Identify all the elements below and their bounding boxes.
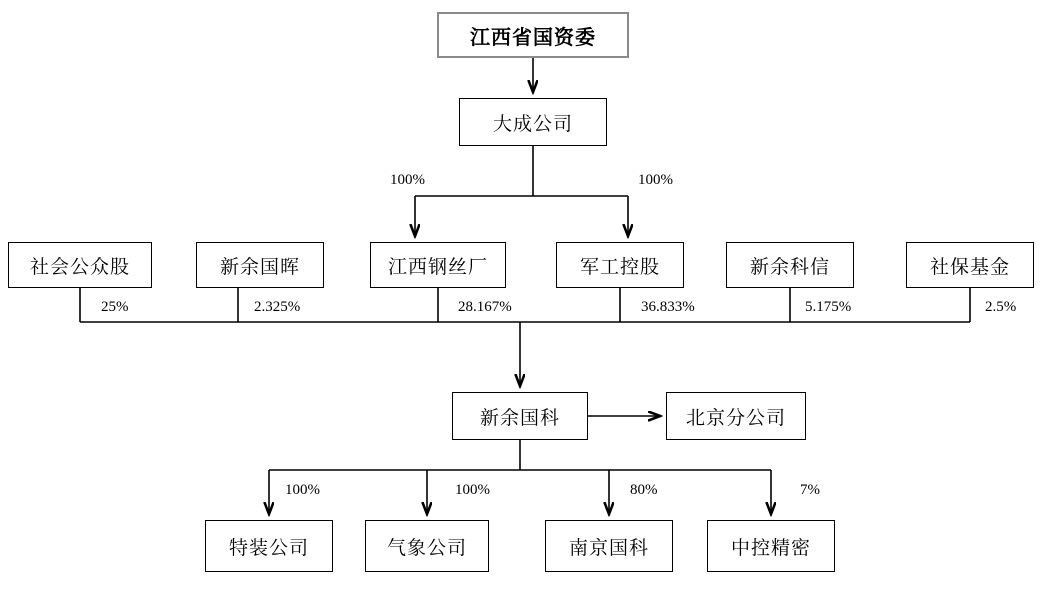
- edge-label-fund-pct: 2.5%: [985, 299, 1017, 315]
- edge-label-tezhuang-pct: 100%: [285, 482, 320, 498]
- edge-label-guohui-pct: 2.325%: [254, 299, 301, 315]
- node-xinyu-kexin[interactable]: [726, 242, 854, 288]
- node-label: 社会公众股: [29, 256, 130, 278]
- node-meteorology-company[interactable]: [365, 520, 489, 572]
- node-label: 新余国晖: [219, 256, 300, 278]
- node-public-shares[interactable]: [8, 242, 152, 288]
- node-label: 新余科信: [749, 256, 830, 278]
- edge-label-public-shares-pct: 25%: [101, 299, 129, 315]
- edge-label-steelwire-pct: 28.167%: [458, 299, 512, 315]
- edge-label-zhongkong-pct: 7%: [800, 482, 820, 498]
- node-label: 军工控股: [579, 256, 660, 278]
- node-jiangxi-sasac[interactable]: [437, 12, 629, 58]
- node-label: 特装公司: [228, 537, 309, 559]
- node-tezhuang-company[interactable]: [205, 520, 333, 572]
- node-zhongkong-precision[interactable]: [707, 520, 835, 572]
- edge-label-kexin-pct: 5.175%: [805, 299, 852, 315]
- node-social-security-fund[interactable]: [906, 242, 1034, 288]
- edge-label-military-pct: 36.833%: [641, 299, 695, 315]
- node-label: 北京分公司: [685, 407, 786, 429]
- node-jiangxi-steel-wire[interactable]: [370, 242, 506, 288]
- node-xinyu-guohui[interactable]: [196, 242, 324, 288]
- node-label: 气象公司: [386, 537, 467, 559]
- node-label: 新余国科: [479, 407, 560, 429]
- node-beijing-branch[interactable]: [666, 392, 806, 440]
- edge-label-nanjing-pct: 80%: [630, 482, 658, 498]
- node-label: 社保基金: [929, 256, 1010, 278]
- node-nanjing-guoke[interactable]: [545, 520, 673, 572]
- node-dacheng[interactable]: [459, 98, 607, 146]
- edge-label-meteorology-pct: 100%: [455, 482, 490, 498]
- edge-label-steelwire-ownership: 100%: [390, 172, 425, 188]
- node-xinyu-guoke[interactable]: [452, 392, 588, 440]
- node-military-holding[interactable]: [556, 242, 684, 288]
- node-label: 中控精密: [730, 537, 811, 559]
- node-label: 江西省国资委: [470, 26, 596, 49]
- node-label: 江西钢丝厂: [387, 256, 488, 278]
- edge-label-military-ownership: 100%: [638, 172, 673, 188]
- node-label: 南京国科: [568, 537, 649, 559]
- node-label: 大成公司: [492, 113, 573, 135]
